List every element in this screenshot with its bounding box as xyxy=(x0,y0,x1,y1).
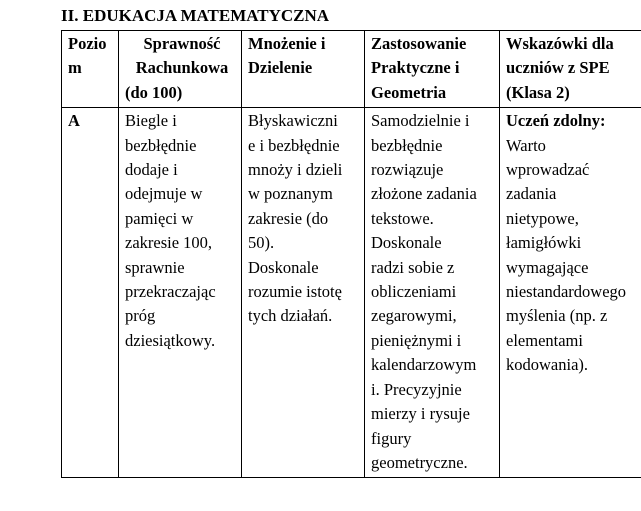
cell-level xyxy=(62,108,119,478)
cell-line: zakresie (do xyxy=(248,208,329,228)
header-line: uczniów z SPE xyxy=(506,58,610,78)
header-multiplication-division xyxy=(242,31,365,108)
cell-line: niestandardowego xyxy=(506,282,627,302)
cell-line: tych działań. xyxy=(248,306,333,326)
cell-line: wprowadzać xyxy=(506,160,590,180)
cell-line: Doskonale xyxy=(371,233,442,253)
cell-line: Doskonale xyxy=(248,257,319,277)
cell-line: próg xyxy=(125,306,156,326)
cell-line: w poznanym xyxy=(248,184,333,204)
cell-line: rozumie istotę xyxy=(248,282,342,302)
section-title: II. EDUKACJA MATEMATYCZNA xyxy=(61,6,330,25)
cell-line: e i bezbłędnie xyxy=(248,135,340,155)
cell-calculation-skill xyxy=(119,108,242,478)
header-line: (do 100) xyxy=(125,82,183,102)
cell-line: kalendarzowym xyxy=(371,355,477,375)
table-header-row xyxy=(62,31,641,108)
cell-line: pamięci w xyxy=(125,208,194,228)
header-spe-guidance xyxy=(500,31,641,108)
header-practical-geometry xyxy=(365,31,500,108)
header-line: m xyxy=(68,58,82,78)
cell-spe-guidance xyxy=(500,108,641,478)
cell-line: bezbłędnie xyxy=(371,135,443,155)
cell-line: złożone zadania xyxy=(371,184,477,204)
cell-line: rozwiązuje xyxy=(371,160,444,180)
cell-line: zakresie 100, xyxy=(125,233,213,253)
header-line: Pozio xyxy=(68,34,107,53)
cell-line: pieniężnymi i xyxy=(371,330,462,350)
cell-line: sprawnie xyxy=(125,257,185,277)
header-line: Mnożenie i xyxy=(248,34,326,53)
cell-line: Warto xyxy=(506,135,546,155)
cell-line: kodowania). xyxy=(506,355,589,375)
cell-line: tekstowe. xyxy=(371,208,434,228)
cell-line: dziesiątkowy. xyxy=(125,330,216,350)
cell-line: bezbłędnie xyxy=(125,135,197,155)
header-line: Dzielenie xyxy=(248,58,313,78)
header-line: Zastosowanie xyxy=(371,34,467,53)
cell-line: myślenia (np. z xyxy=(506,306,608,326)
cell-line: dodaje i xyxy=(125,160,178,180)
cell-line: mierzy i rysuje xyxy=(371,404,470,424)
header-line: Sprawność xyxy=(143,34,221,53)
cell-line: radzi sobie z xyxy=(371,257,455,277)
header-line: Geometria xyxy=(371,82,447,102)
cell-line: wymagające xyxy=(506,257,589,277)
cell-line: 50). xyxy=(248,233,275,253)
cell-line: i. Precyzyjnie xyxy=(371,379,462,399)
header-line: Praktyczne i xyxy=(371,58,460,78)
cell-line: odejmuje w xyxy=(125,184,203,204)
level-value: A xyxy=(68,111,80,131)
cell-line: nietypowe, xyxy=(506,208,579,228)
cell-line: elementami xyxy=(506,330,583,350)
cell-line: przekraczając xyxy=(125,282,216,302)
table-row xyxy=(62,108,641,478)
cell-multiplication-division xyxy=(242,108,365,478)
math-education-table xyxy=(61,30,641,478)
header-level xyxy=(62,31,119,108)
header-line: Rachunkowa xyxy=(135,58,229,78)
header-line: (Klasa 2) xyxy=(506,82,570,102)
cell-line: zadania xyxy=(506,184,557,204)
cell-line: Samodzielnie i xyxy=(371,111,470,131)
cell-line: zegarowymi, xyxy=(371,306,457,326)
cell-line: obliczeniami xyxy=(371,282,457,302)
gifted-student-heading: Uczeń zdolny: xyxy=(506,111,606,131)
cell-practical-geometry xyxy=(365,108,500,478)
cell-line: łamigłówki xyxy=(506,233,582,253)
cell-line: geometryczne. xyxy=(371,452,468,472)
cell-line: Błyskawiczni xyxy=(248,111,338,131)
header-calculation-skill xyxy=(119,31,242,108)
header-line: Wskazówki dla xyxy=(506,34,614,53)
cell-line: mnoży i dzieli xyxy=(248,160,343,180)
cell-line: figury xyxy=(371,428,412,448)
cell-line: Biegle i xyxy=(125,111,177,131)
